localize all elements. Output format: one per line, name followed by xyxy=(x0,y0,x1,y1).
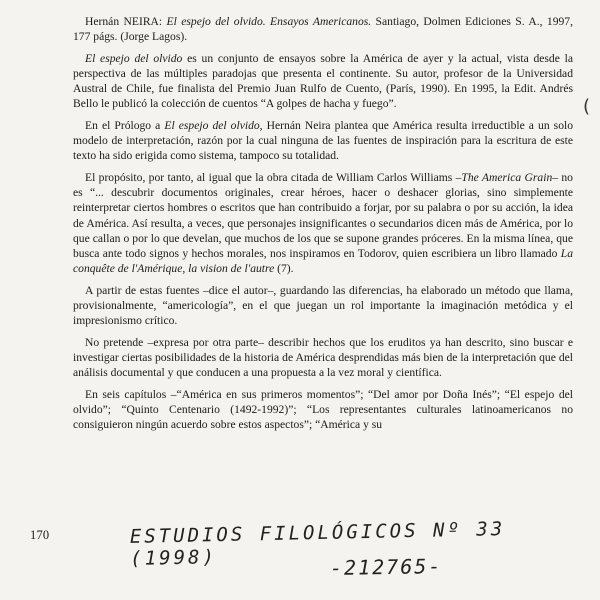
paragraph-3-text-c: (7). xyxy=(274,262,294,276)
cited-title: La conquête de l'Amérique, la vision de l'autre xyxy=(73,247,573,276)
page-number: 170 xyxy=(30,528,50,542)
review-text xyxy=(73,14,573,438)
margin-pencil-mark: ( xyxy=(583,96,591,117)
paragraph-3-text-a: El propósito, por tanto, al igual que la obra citada de William Carlos Williams – xyxy=(85,170,462,184)
book-title: El espejo del olvido xyxy=(85,51,183,65)
handwritten-journal-annotation: ESTUDIOS FILOLÓGICOS Nº 33 (1998) xyxy=(129,518,506,570)
citation-publication: Santiago, Dolmen Ediciones S. A., 1997, 177 págs. (Jorge Lagos). xyxy=(73,15,573,44)
paragraph-2 xyxy=(73,118,573,164)
citation-author: Hernán NEIRA: xyxy=(85,15,163,28)
paragraph-4: A partir de estas fuentes –dice el autor–, guardando las diferencias, ha elaborado un método que llama, provisionalmente, “americología”, en el que juegan un rol importante la imaginación metódica y el impresionismo crítico. xyxy=(73,283,573,328)
paragraph-1-text: es un conjunto de ensayos sobre la América de ayer y la actual, vista desde la perspectiva de las múltiples paradojas que presenta el continente. Su autor, profesor de la Universidad Austral de Chile, fue finalista del Premio Juan Rulfo de Cuento, (París, 1990). En 1995, la Edit. Andrés Bello le publicó la colección de cuentos “A golpes de hacha y fuego”. xyxy=(73,51,573,111)
citation xyxy=(73,14,573,45)
cited-title: The America Grain xyxy=(461,170,553,184)
paragraph-3 xyxy=(73,170,573,277)
paragraph-1 xyxy=(73,51,573,112)
book-title: El espejo del olvido xyxy=(164,118,260,132)
paragraph-2-text-b: , Hernán Neira plantea que América resulta irreductible a un solo modelo de interpretación, razón por la cual ninguna de las fuentes de inspiración para la escritura de este texto ha sido erigida como sistema, tampoco su totalidad. xyxy=(73,118,574,163)
paragraph-5: No pretende –expresa por otra parte– describir hechos que los eruditos ya han descrito, sino buscar e investigar ciertas posibilidades de la historia de América desprendidas más bien de la interpretación que del análisis documental y que conducen a una propuesta a la vez moral y científica. xyxy=(73,335,573,380)
paragraph-6: En seis capítulos –“América en sus primeros momentos”; “Del amor por Doña Inés”; “El espejo del olvido”; “Quinto Centenario (1492-1992)”; “Los representantes culturales latinoamericanos no consiguieron ningún acuerdo sobre estos aspectos”; “América y su xyxy=(73,387,573,432)
citation-title: El espejo del olvido. Ensayos Americanos. xyxy=(166,15,372,28)
paragraph-2-text-a: En el Prólogo a xyxy=(85,118,165,132)
handwritten-catalog-number: -212765- xyxy=(329,554,443,580)
paragraph-3-text-b: – no es “... descubrir documentos originales, crear héroes, hacer o deshacer glorias, sino simplemente reinterpretar ciertos hombres o escritos que han contribuido a forjar, por su palabra o por su acción, la idea de América. Así resulta, a veces, que personajes insignificantes o secundarios dicen más de América, por lo que callan o por lo que develan, que muchos de los que se supone grandes próceres. En la misma línea, que busca ante todo signos y hechos morales, nos inspiramos en Todorov, quien escribiera un libro llamado xyxy=(73,170,573,261)
